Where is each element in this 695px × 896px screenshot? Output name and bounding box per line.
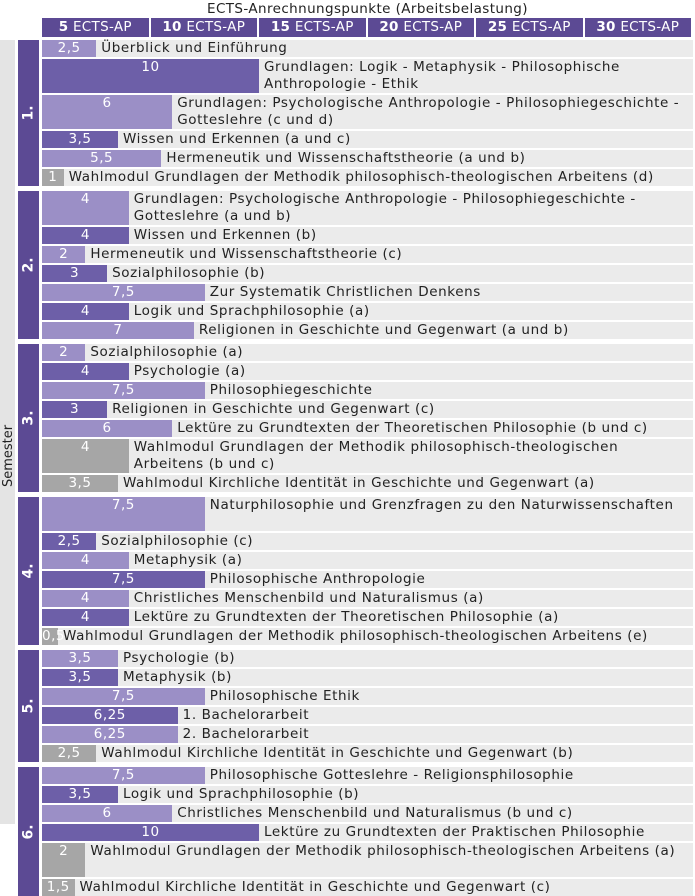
module-row xyxy=(42,533,693,550)
module-label: Logik und Sprachphilosophie (a) xyxy=(133,303,370,319)
ects-value: 3,5 xyxy=(68,475,92,491)
ects-value: 6,25 xyxy=(93,707,126,723)
module-label: Hermeneutik und Wissenschaftstheorie (a und b) xyxy=(166,150,526,166)
module-row xyxy=(42,767,693,784)
module-row xyxy=(42,707,693,724)
module-label: Naturphilosophie und Grenzfragen zu den Naturwissenschaften xyxy=(209,497,674,513)
module-row xyxy=(42,571,693,588)
semester-block xyxy=(18,767,39,896)
ects-bar xyxy=(42,284,205,301)
module-row xyxy=(42,284,693,301)
module-label: Logik und Sprachphilosophie (b) xyxy=(122,786,360,802)
module-row xyxy=(42,322,693,339)
ects-value: 3,5 xyxy=(68,786,92,802)
module-label: Religionen in Geschichte und Gegenwart (a und b) xyxy=(198,322,569,338)
ects-value: 7 xyxy=(113,322,123,338)
module-label: Psychologie (a) xyxy=(133,363,246,379)
module-label: Metaphysik (b) xyxy=(122,669,232,685)
module-label: Philosophiegeschichte xyxy=(209,382,373,398)
ects-value: 2 xyxy=(59,344,69,360)
ects-bar xyxy=(42,439,129,473)
scale-number: 15 xyxy=(270,19,291,35)
module-label: 2. Bachelorarbeit xyxy=(182,726,310,742)
ects-bar xyxy=(42,767,205,784)
module-label: Hermeneutik und Wissenschaftstheorie (c) xyxy=(90,246,403,262)
ects-value: 3 xyxy=(70,265,80,281)
module-row xyxy=(42,59,693,93)
ects-bar xyxy=(42,246,85,263)
scale-cell xyxy=(42,18,149,37)
ects-bar xyxy=(42,131,118,148)
ects-value: 7,5 xyxy=(111,688,135,704)
ects-bar xyxy=(42,497,205,531)
module-row xyxy=(42,669,693,686)
ects-value: 3,5 xyxy=(68,131,92,147)
module-row xyxy=(42,95,693,129)
module-label: Wissen und Erkennen (b) xyxy=(133,227,317,243)
ects-value: 3,5 xyxy=(68,669,92,685)
ects-bar xyxy=(42,59,259,93)
ects-value: 7,5 xyxy=(111,767,135,783)
ects-bar xyxy=(42,533,96,550)
ects-value: 10 xyxy=(141,824,160,840)
module-row xyxy=(42,131,693,148)
module-row xyxy=(42,805,693,822)
module-label: Lektüre zu Grundtexten der Theoretischen Philosophie (a) xyxy=(133,609,559,625)
module-label: Philosophische Gotteslehre - Religionsphilosophie xyxy=(209,767,574,783)
ects-bar xyxy=(42,650,118,667)
module-row xyxy=(42,40,693,57)
semester-block xyxy=(18,40,39,186)
ects-value: 6,25 xyxy=(93,726,126,742)
module-label: Philosophische Ethik xyxy=(209,688,360,704)
module-row xyxy=(42,246,693,263)
semester-block xyxy=(18,344,39,492)
module-label: Überblick und Einführung xyxy=(101,40,288,56)
ects-value: 7,5 xyxy=(111,382,135,398)
ects-bar xyxy=(42,95,172,129)
module-label: Grundlagen: Psychologische Anthropologie - Philosophiegeschichte - Gotteslehre (a und b) xyxy=(133,191,636,224)
ects-value: 6 xyxy=(102,420,112,436)
ects-value: 3,5 xyxy=(68,650,92,666)
module-row xyxy=(42,265,693,282)
ects-value: 2,5 xyxy=(57,40,81,56)
ects-bar xyxy=(42,707,178,724)
module-label: Grundlagen: Psychologische Anthropologie - Philosophiegeschichte - Gotteslehre (c und d) xyxy=(177,95,680,128)
module-label: Lektüre zu Grundtexten der Praktischen Philosophie xyxy=(264,824,645,840)
module-label: Sozialphilosophie (a) xyxy=(90,344,244,360)
ects-value: 7,5 xyxy=(111,571,135,587)
ects-value: 4 xyxy=(80,609,90,625)
module-row xyxy=(42,879,693,896)
module-label: Wahlmodul Grundlagen der Methodik philosophisch-theologischen Arbeitens (e) xyxy=(63,628,648,644)
ects-bar xyxy=(42,40,96,57)
ects-value: 4 xyxy=(80,552,90,568)
scale-cell xyxy=(368,18,475,37)
module-label: Wahlmodul Kirchliche Identität in Geschichte und Gegenwart (a) xyxy=(122,475,595,491)
ects-bar xyxy=(42,150,161,167)
module-label: Lektüre zu Grundtexten der Theoretischen Philosophie (b und c) xyxy=(177,420,648,436)
ects-value: 6 xyxy=(102,805,112,821)
ects-value: 5,5 xyxy=(90,150,114,166)
ects-value: 4 xyxy=(80,363,90,379)
module-row xyxy=(42,475,693,492)
module-label: Psychologie (b) xyxy=(122,650,236,666)
ects-bar xyxy=(42,322,194,339)
semester-label: 5. xyxy=(20,698,37,714)
ects-bar xyxy=(42,420,172,437)
module-row xyxy=(42,843,693,877)
module-label: Religionen in Geschichte und Gegenwart (c) xyxy=(112,401,435,417)
ects-bar xyxy=(42,571,205,588)
scale-number: 10 xyxy=(162,19,182,35)
module-row xyxy=(42,439,693,473)
scale-number: 25 xyxy=(487,19,508,35)
scale-cell xyxy=(151,18,258,37)
ects-bar xyxy=(42,401,107,418)
module-row xyxy=(42,609,693,626)
module-row xyxy=(42,688,693,705)
scale-unit: ECTS-AP xyxy=(181,19,246,35)
module-row xyxy=(42,227,693,244)
ects-bar xyxy=(42,688,205,705)
ects-value: 4 xyxy=(80,303,90,319)
ects-value: 4 xyxy=(80,227,90,243)
semester-label: 3. xyxy=(20,410,37,426)
module-label: Wissen und Erkennen (a und c) xyxy=(122,131,351,147)
module-row xyxy=(42,420,693,437)
module-label: Wahlmodul Grundlagen der Methodik philosophisch-theologischen Arbeitens (b und c) xyxy=(133,439,619,472)
module-label: Philosophische Anthropologie xyxy=(209,571,426,587)
ects-bar xyxy=(42,191,129,225)
ects-bar xyxy=(42,552,129,569)
ects-value: 2 xyxy=(59,246,69,262)
module-label: Metaphysik (a) xyxy=(133,552,243,568)
semester-label: 1. xyxy=(20,105,37,121)
ects-value: 0,5 xyxy=(42,628,65,644)
module-row xyxy=(42,363,693,380)
ects-value: 2,5 xyxy=(57,533,81,549)
module-row xyxy=(42,150,693,167)
scale-number: 30 xyxy=(596,19,616,35)
scale-unit: ECTS-AP xyxy=(290,19,354,35)
ects-value: 2 xyxy=(59,843,69,859)
semester-label: 2. xyxy=(20,257,37,273)
scale-cell xyxy=(585,18,692,37)
module-row xyxy=(42,786,693,803)
ects-value: 4 xyxy=(80,439,90,455)
semester-block xyxy=(18,191,39,339)
scale-number: 20 xyxy=(379,19,399,35)
ects-value: 7,5 xyxy=(111,284,135,300)
ects-bar xyxy=(42,628,65,645)
ects-value: 1 xyxy=(48,169,58,185)
ects-value: 2,5 xyxy=(57,745,81,761)
ects-bar xyxy=(42,726,178,743)
module-label: 1. Bachelorarbeit xyxy=(182,707,310,723)
ects-bar xyxy=(42,169,64,186)
module-label: Sozialphilosophie (c) xyxy=(101,533,254,549)
ects-bar xyxy=(42,669,118,686)
module-row xyxy=(42,628,693,645)
scale-unit: ECTS-AP xyxy=(398,19,463,35)
chart-title: ECTS-Anrechnungspunkte (Arbeitsbelastung) xyxy=(207,1,528,17)
scale-cell xyxy=(259,18,366,37)
module-row xyxy=(42,590,693,607)
semester-axis-label: Semester xyxy=(1,424,16,487)
ects-bar xyxy=(42,303,129,320)
module-row xyxy=(42,745,693,762)
module-label: Christliches Menschenbild und Naturalismus (b und c) xyxy=(177,805,573,821)
ects-bar xyxy=(42,805,172,822)
semester-axis xyxy=(0,40,15,824)
semester-label: 4. xyxy=(20,563,37,579)
module-row xyxy=(42,726,693,743)
scale-unit: ECTS-AP xyxy=(507,19,571,35)
ects-value: 7,5 xyxy=(111,497,135,513)
module-row xyxy=(42,344,693,361)
ects-bar xyxy=(42,265,107,282)
module-row xyxy=(42,824,693,841)
module-label: Sozialphilosophie (b) xyxy=(112,265,266,281)
scale-unit: ECTS-AP xyxy=(615,19,680,35)
semester-label: 6. xyxy=(20,823,37,840)
ects-bar xyxy=(42,786,118,803)
scale-cell xyxy=(476,18,583,37)
module-label: Zur Systematik Christlichen Denkens xyxy=(209,284,481,300)
ects-bar xyxy=(42,745,96,762)
module-label: Wahlmodul Grundlagen der Methodik philosophisch-theologischen Arbeitens (d) xyxy=(68,169,654,185)
ects-bar xyxy=(42,382,205,399)
scale-unit: ECTS-AP xyxy=(68,19,132,35)
module-label: Wahlmodul Kirchliche Identität in Geschichte und Gegenwart (c) xyxy=(79,879,551,895)
ects-bar xyxy=(42,590,129,607)
module-label: Christliches Menschenbild und Naturalismus (a) xyxy=(133,590,484,606)
module-row xyxy=(42,169,693,186)
ects-bar xyxy=(42,344,85,361)
ects-value: 4 xyxy=(80,590,90,606)
ects-bar xyxy=(42,363,129,380)
ects-value: 10 xyxy=(141,59,160,75)
ects-bar xyxy=(42,843,85,877)
module-row xyxy=(42,191,693,225)
ects-bar xyxy=(42,824,259,841)
ects-bar xyxy=(42,475,118,492)
module-row xyxy=(42,552,693,569)
module-label: Grundlagen: Logik - Metaphysik - Philosophische Anthropologie - Ethik xyxy=(264,59,620,92)
ects-bar xyxy=(42,227,129,244)
ects-value: 3 xyxy=(70,401,80,417)
ects-bar xyxy=(42,609,129,626)
ects-bar xyxy=(42,879,75,896)
ects-value: 6 xyxy=(102,95,112,111)
ects-value: 1,5 xyxy=(46,879,70,895)
semester-block xyxy=(18,650,39,762)
module-label: Wahlmodul Kirchliche Identität in Geschichte und Gegenwart (b) xyxy=(101,745,574,761)
scale-number: 5 xyxy=(58,19,69,35)
module-row xyxy=(42,650,693,667)
ects-value: 4 xyxy=(80,191,90,207)
module-row xyxy=(42,401,693,418)
module-row xyxy=(42,303,693,320)
module-row xyxy=(42,497,693,531)
module-label: Wahlmodul Grundlagen der Methodik philosophisch-theologischen Arbeitens (a) xyxy=(90,843,676,859)
module-row xyxy=(42,382,693,399)
semester-block xyxy=(18,497,39,645)
